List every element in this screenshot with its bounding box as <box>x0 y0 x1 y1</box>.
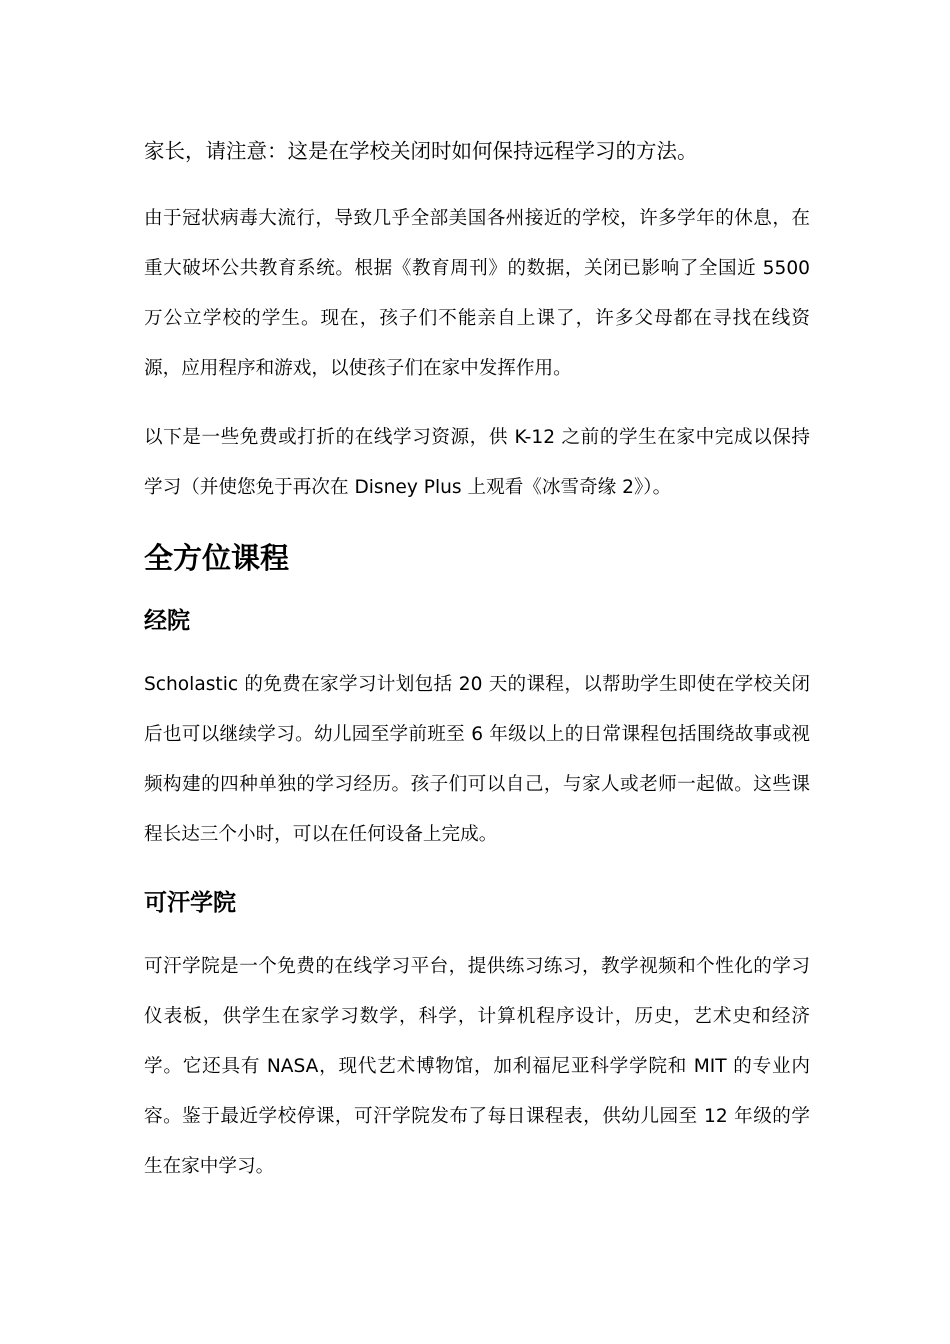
paragraph-text: 冠状病毒大流行，导致几乎全部美国各州接近的学校，许多学年的休息，在重大破坏公共教育系统。根据《教育周刊》的数据，关闭已影响了全国近 5500 万公立学校的学生。现在，孩子们不能亲自上课了，许多父母都在寻找在线资源，应用程序和游戏，以使孩子们在家中发挥作用。 <box>144 208 810 379</box>
heading-scholastic: 经院 <box>144 608 190 634</box>
paragraph-resources-intro: 以下是一些免费或打折的在线学习资源，供 K-12 之前的学生在家中完成以保持学习（并使您免于再次在 Disney Plus 上观看《冰雪奇缘 2》）。 <box>144 427 810 498</box>
paragraph-scholastic: Scholastic 的免费在家学习计划包括 20 天的课程，以帮助学生即使在学校关闭后也可以继续学习。幼儿园至学前班至 6 年级以上的日常课程包括围绕故事或视频构建的四种单独的学习经历。孩子们可以自己，与家人或老师一起做。这些课程长达三个小时，可以在任何设备上完成。 <box>144 674 810 845</box>
heading-khan-academy: 可汗学院 <box>144 890 236 916</box>
section-title: 全方位课程 <box>144 541 290 575</box>
paragraph-khan-academy: 可汗学院是一个免费的在线学习平台，提供练习练习，教学视频和个性化的学习仪表板，供学生在家学习数学，科学，计算机程序设计，历史，艺术史和经济学。它还具有 NASA，现代艺术博物馆，加利福尼亚科学学院和 MIT 的专业内容。鉴于最近学校停课，可汗学院发布了每日课程表，供幼儿园至 12 年级的学生在家中学习。 <box>144 956 810 1177</box>
paragraph-pandemic <box>144 194 810 394</box>
paragraph-lead-word: 由于 <box>144 208 183 229</box>
intro-notice: 家长，请注意：这是在学校关闭时如何保持远程学习的方法。 <box>144 139 698 163</box>
